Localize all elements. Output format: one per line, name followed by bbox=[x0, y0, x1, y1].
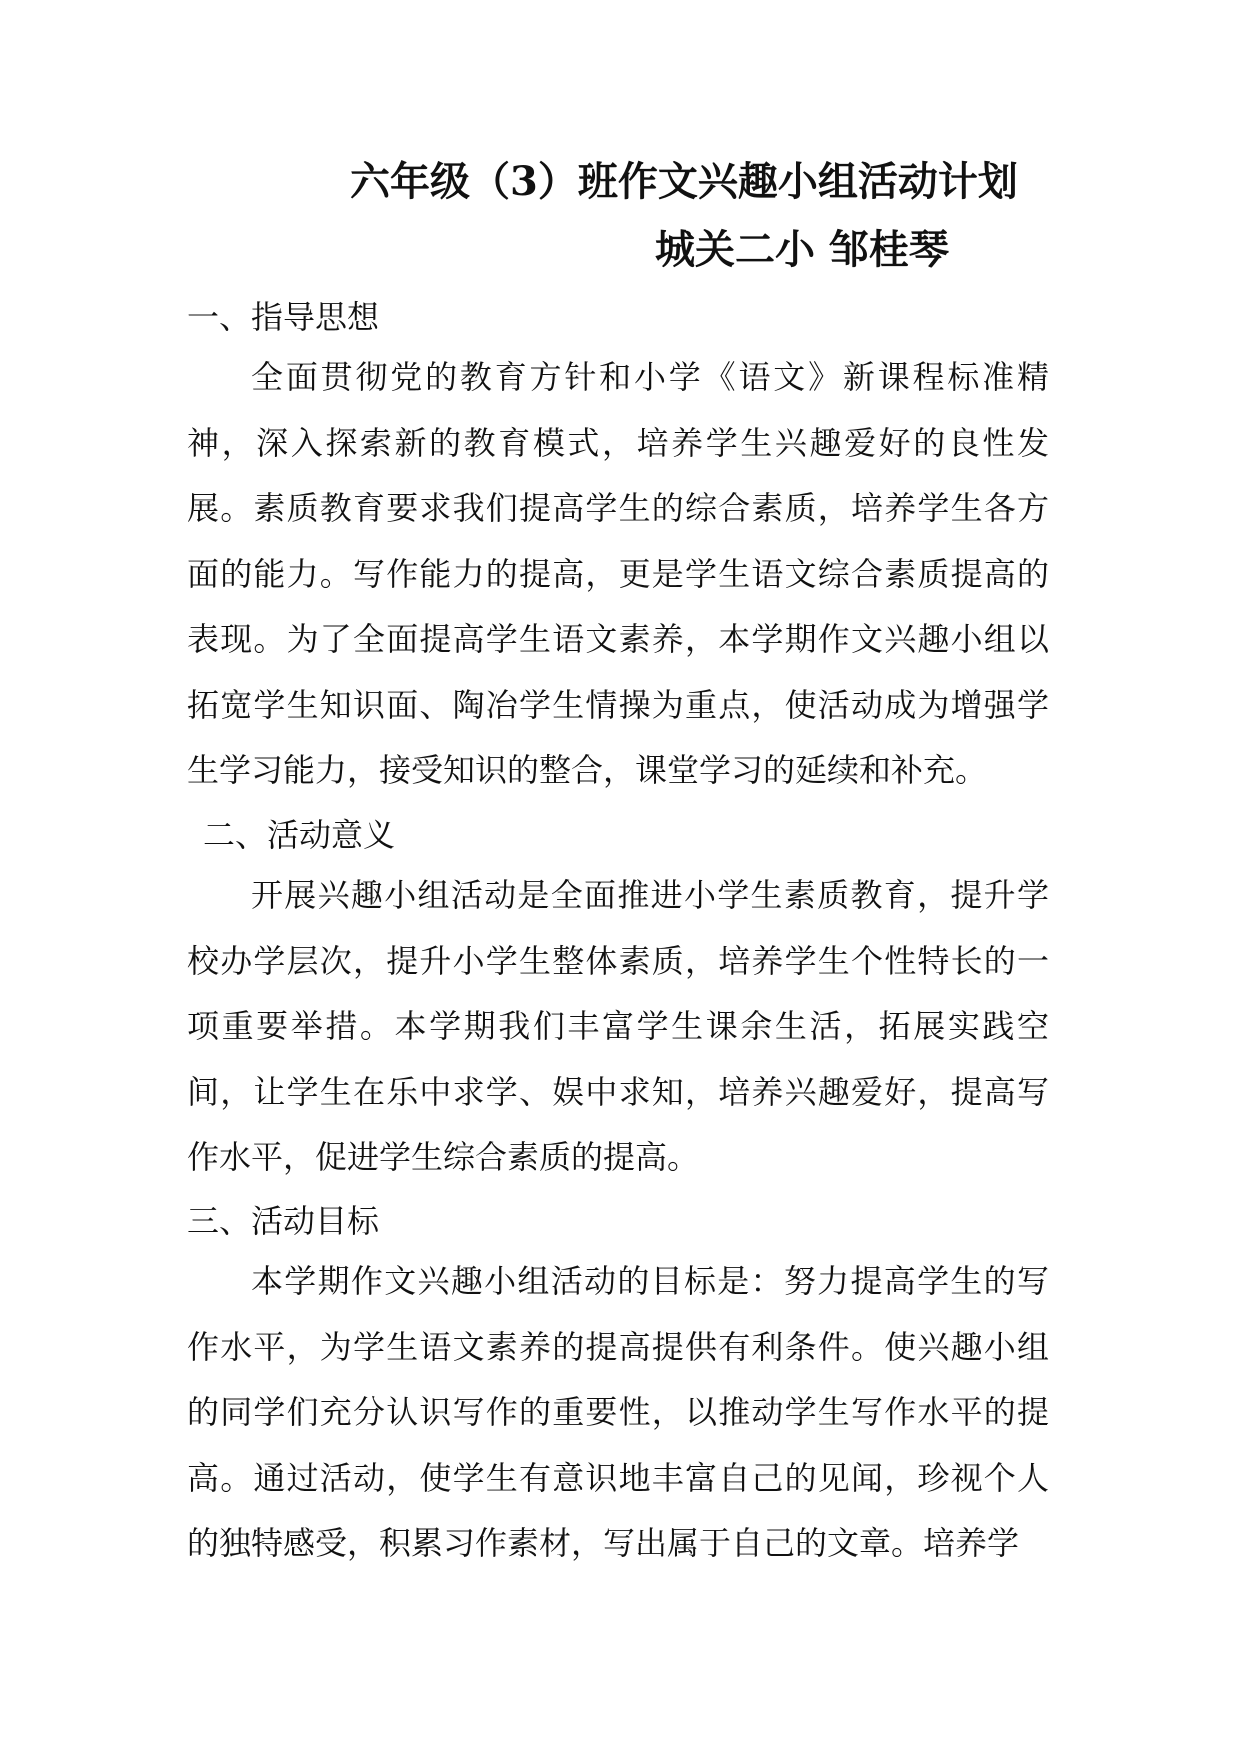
document-title: 六年级（3）班作文兴趣小组活动计划 bbox=[350, 158, 1018, 205]
section-heading-activity-significance: 二、活动意义 bbox=[203, 816, 396, 854]
document-author: 城关二小 邹桂琴 bbox=[655, 226, 949, 273]
section-paragraph-activity-significance: 开展兴趣小组活动是全面推进小学生素质教育，提升学校办学层次，提升小学生整体素质，培养学生个性特长的一项重要举措。本学期我们丰富学生课余生活，拓展实践空间，让学生在乐中求学、娱中求知，培养兴趣爱好，提高写作水平，促进学生综合素质的提高。 bbox=[187, 876, 1049, 1176]
section-paragraph-guiding-ideology: 全面贯彻党的教育方针和小学《语文》新课程标准精神，深入探索新的教育模式，培养学生兴趣爱好的良性发展。素质教育要求我们提高学生的综合素质，培养学生各方面的能力。写作能力的提高，更是学生语文综合素质提高的表现。为了全面提高学生语文素养，本学期作文兴趣小组以拓宽学生知识面、陶冶学生情操为重点，使活动成为增强学生学习能力，接受知识的整合，课堂学习的延续和补充。 bbox=[187, 358, 1049, 789]
section-heading-activity-goals: 三、活动目标 bbox=[187, 1202, 380, 1240]
section-paragraph-activity-goals: 本学期作文兴趣小组活动的目标是：努力提高学生的写作水平，为学生语文素养的提高提供有利条件。使兴趣小组的同学们充分认识写作的重要性，以推动学生写作水平的提高。通过活动，使学生有意识地丰富自己的见闻，珍视个人的独特感受，积累习作素材，写出属于自己的文章。培养学 bbox=[187, 1262, 1049, 1562]
section-heading-guiding-ideology: 一、指导思想 bbox=[187, 298, 380, 336]
